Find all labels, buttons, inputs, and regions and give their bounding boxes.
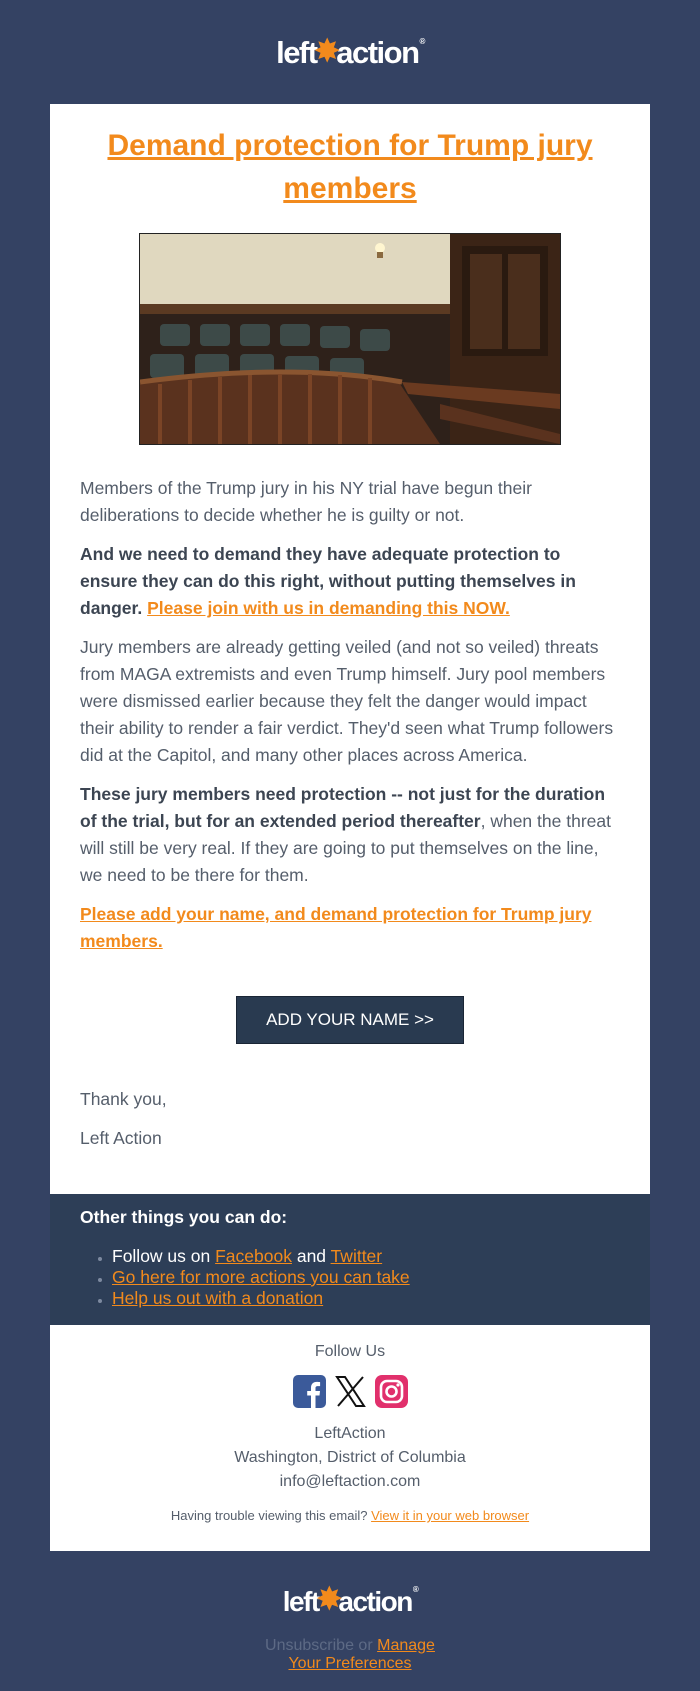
trouble-text: Having trouble viewing this email?: [170, 1508, 372, 1523]
manage-link[interactable]: Manage: [377, 1637, 435, 1654]
list-item: [112, 1246, 620, 1267]
preferences-link[interactable]: Your Preferences: [288, 1655, 412, 1672]
body-paragraph-1: Members of the Trump jury in his NY trial have begun their deliberations to decide whether he is guilty or not.: [80, 478, 532, 525]
courtroom-jury-box-photo[interactable]: [139, 233, 561, 445]
or-text: or: [353, 1637, 378, 1654]
body-paragraph-4-bold: These jury members need protection -- not just for the duration of the trial, but for an extended period thereafter: [80, 784, 606, 831]
social-icons: [50, 1375, 650, 1408]
logo-text-left: left: [276, 35, 317, 70]
signoff-name: Left Action: [80, 1128, 162, 1148]
hero-illustration: [140, 234, 560, 444]
body-paragraph-2-bold: And we need to demand they have adequate protection to ensure they can do this right, without putting themselves in danger.: [80, 544, 576, 618]
body-paragraph-4: [80, 781, 620, 889]
add-name-link[interactable]: Please add your name, and demand protection for Trump jury members.: [80, 904, 592, 951]
facebook-link[interactable]: Facebook: [215, 1246, 292, 1266]
follow-us-label: Follow Us: [314, 1343, 386, 1360]
signoff-thanks: Thank you,: [80, 1089, 167, 1109]
x-twitter-icon[interactable]: [334, 1375, 367, 1408]
leftaction-logo-bottom[interactable]: [283, 1584, 418, 1619]
org-email: info@leftaction.com: [279, 1473, 421, 1490]
list-item: [112, 1267, 620, 1288]
join-demand-link[interactable]: Please join with us in demanding this NOW.: [147, 598, 510, 618]
other-actions-section: [50, 1194, 650, 1325]
org-name: LeftAction: [314, 1425, 386, 1442]
logo-registered: ®: [419, 36, 424, 46]
body-paragraph-3: Jury members are already getting veiled (and not so veiled) threats from MAGA extremists and even Trump himself. Jury pool members were dismissed earlier because they felt the danger would impact their ability to render a fair verdict. They'd seen what Trump followers did at the Capitol, and many other places across America.: [80, 637, 614, 765]
instagram-icon[interactable]: [375, 1375, 408, 1408]
other-actions-title: Other things you can do:: [80, 1207, 288, 1227]
twitter-link[interactable]: Twitter: [330, 1246, 383, 1266]
donation-link[interactable]: Help us out with a donation: [112, 1288, 324, 1308]
headline: [80, 124, 620, 210]
bottom-area: [0, 1584, 700, 1673]
logo-text-right: action: [338, 1585, 412, 1617]
logo-text-right: action: [336, 35, 419, 70]
view-in-browser-link[interactable]: View it in your web browser: [371, 1508, 530, 1523]
body-paragraph-5: [80, 901, 620, 955]
unsubscribe-text[interactable]: Unsubscribe: [265, 1637, 354, 1654]
bottom-logo-wrap: [0, 1584, 700, 1619]
add-your-name-button[interactable]: ADD YOUR NAME >>: [236, 996, 464, 1044]
email-card: [50, 104, 650, 1551]
logo-text-left: left: [282, 1585, 319, 1617]
follow-prefix: Follow us on: [112, 1246, 216, 1266]
logo-registered: ®: [412, 1585, 418, 1594]
burst-icon: ✸: [316, 1583, 341, 1616]
headline-link[interactable]: Demand protection for Trump jury members: [107, 129, 593, 205]
header: [0, 0, 700, 106]
body-paragraph-2: [80, 541, 620, 622]
body-paragraph-4-rest: , when the threat will still be very real. If they are going to put themselves on the line, we need to be there for them.: [80, 811, 611, 885]
burst-icon: ✸: [314, 34, 339, 68]
unsubscribe-line: [0, 1637, 700, 1673]
footer: [50, 1325, 650, 1551]
other-actions-list: [80, 1246, 620, 1309]
org-location: Washington, District of Columbia: [234, 1449, 466, 1466]
cta-wrapper: [80, 996, 620, 1044]
and-text: and: [291, 1246, 331, 1266]
more-actions-link[interactable]: Go here for more actions you can take: [112, 1267, 410, 1287]
list-item: [112, 1288, 620, 1309]
leftaction-logo[interactable]: [276, 35, 424, 71]
facebook-icon[interactable]: [293, 1375, 326, 1408]
view-in-browser-line: [50, 1508, 650, 1523]
